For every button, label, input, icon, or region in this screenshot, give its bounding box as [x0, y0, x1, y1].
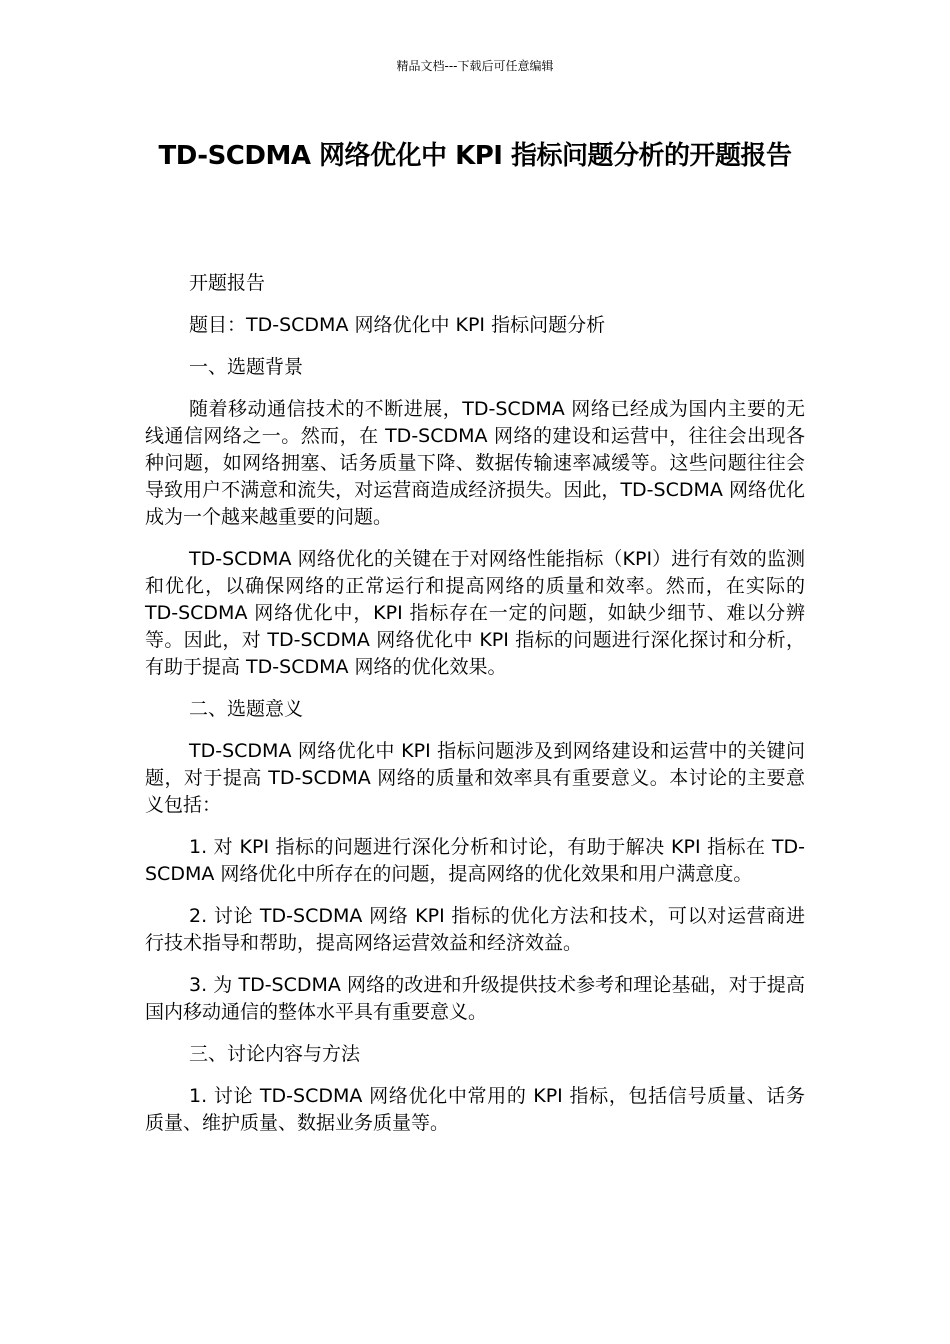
document-title: TD-SCDMA 网络优化中 KPI 指标问题分析的开题报告 [158, 141, 792, 171]
list-item-significance-2: 2. 讨论 TD-SCDMA 网络 KPI 指标的优化方法和技术，可以对运营商进行技术指导和帮助，提高网络运营效益和经济效益。 [145, 905, 805, 954]
section-heading-content-method: 三、讨论内容与方法 [189, 1043, 361, 1065]
paragraph-significance-intro: TD-SCDMA 网络优化中 KPI 指标问题涉及到网络建设和运营中的关键问题，对于提高 TD-SCDMA 网络的质量和效率具有重要意义。本讨论的主要意义包括： [145, 740, 805, 816]
list-item-significance-1: 1. 对 KPI 指标的问题进行深化分析和讨论，有助于解决 KPI 指标在 TD-SCDMA 网络优化中所存在的问题，提高网络的优化效果和用户满意度。 [145, 836, 805, 885]
paragraph-background-2: TD-SCDMA 网络优化的关键在于对网络性能指标（KPI）进行有效的监测和优化，以确保网络的正常运行和提高网络的质量和效率。然而，在实际的 TD-SCDMA 网络优化中，KPI 指标存在一定的问题，如缺少细节、难以分辨等。因此，对 TD-SCDMA 网络优化中 KPI 指标的问题进行深化探讨和分析，有助于提高 TD-SCDMA 网络的优化效果。 [145, 548, 805, 678]
header-note: 精品文档---下载后可任意编辑 [396, 59, 554, 73]
section-heading-background: 一、选题背景 [189, 356, 304, 378]
paragraph-background-1: 随着移动通信技术的不断进展，TD-SCDMA 网络已经成为国内主要的无线通信网络之一。然而，在 TD-SCDMA 网络的建设和运营中，往往会出现各种问题，如网络拥塞、话务质量下降、数据传输速率减缓等。这些问题往往会导致用户不满意和流失，对运营商造成经济损失。因此，TD-SCDMA 网络优化成为一个越来越重要的问题。 [145, 398, 805, 528]
list-item-significance-3: 3. 为 TD-SCDMA 网络的改进和升级提供技术参考和理论基础，对于提高国内移动通信的整体水平具有重要意义。 [145, 974, 805, 1023]
document-body [145, 270, 805, 1152]
topic-line: 题目：TD-SCDMA 网络优化中 KPI 指标问题分析 [189, 314, 606, 336]
section-heading-significance: 二、选题意义 [189, 698, 304, 720]
list-item-content-1: 1. 讨论 TD-SCDMA 网络优化中常用的 KPI 指标，包括信号质量、话务质量、维护质量、数据业务质量等。 [145, 1085, 805, 1134]
section-label: 开题报告 [189, 272, 266, 294]
